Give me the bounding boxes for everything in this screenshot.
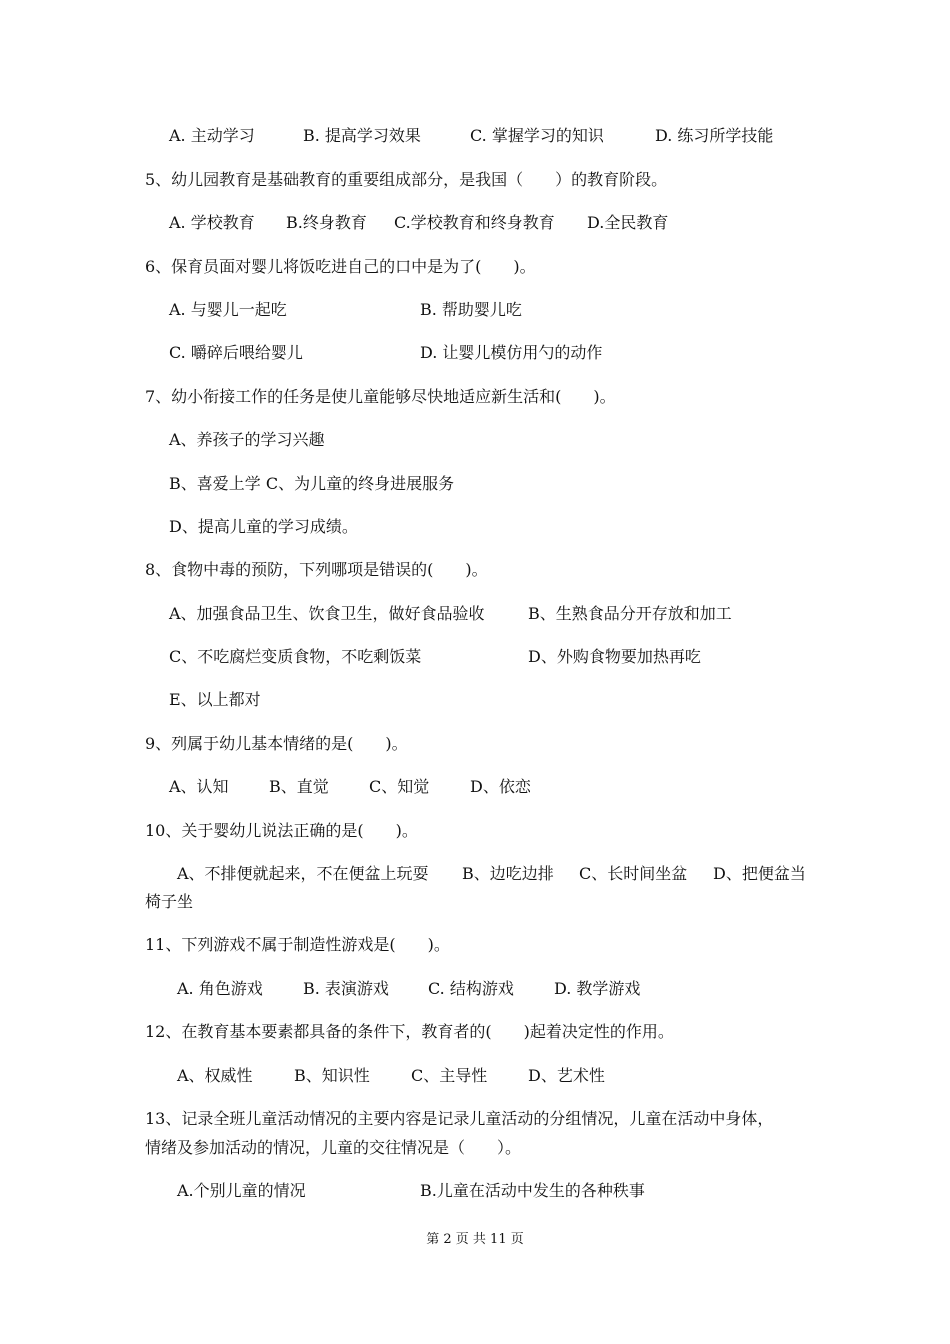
q10-option-b: B、边吃边排 [462,864,554,883]
q9-option-b: B、直觉 [269,777,329,796]
q4-option-b: B. 提高学习效果 [303,126,421,145]
q4-option-d: D. 练习所学技能 [655,126,774,145]
q8-option-e: E、以上都对 [169,690,261,709]
q8-option-b: B、生熟食品分开存放和加工 [528,604,732,623]
q6-option-c: C. 嚼碎后喂给婴儿 [169,343,303,362]
q12-option-b: B、知识性 [294,1066,370,1085]
q12-option-d: D、艺术性 [528,1066,605,1085]
q7-stem: 7、幼小衔接工作的任务是使儿童能够尽快地适应新生活和( )。 [145,387,616,406]
q5-option-b: B.终身教育 [286,213,367,232]
q10-option-c: C、长时间坐盆 [579,864,688,883]
q13-stem-line1: 13、记录全班儿童活动情况的主要内容是记录儿童活动的分组情况，儿童在活动中身体， [145,1109,774,1128]
q13-option-b: B.儿童在活动中发生的各种秩事 [420,1181,645,1200]
q12-option-c: C、主导性 [411,1066,488,1085]
q8-option-c: C、不吃腐烂变质食物，不吃剩饭菜 [169,647,422,666]
q10-option-a: A、不排便就起来，不在便盆上玩耍 [177,864,429,883]
q8-option-a: A、加强食品卫生、饮食卫生，做好食品验收 [169,604,485,623]
q13-stem-line2: 情绪及参加活动的情况，儿童的交往情况是（ ）。 [145,1138,522,1157]
q11-option-b: B. 表演游戏 [303,979,389,998]
q6-option-a: A. 与婴儿一起吃 [169,300,287,319]
q11-option-c: C. 结构游戏 [428,979,514,998]
q5-option-a: A. 学校教育 [169,213,255,232]
q7-option-d: D、提高儿童的学习成绩。 [169,517,358,536]
q5-stem: 5、幼儿园教育是基础教育的重要组成部分，是我国（ ）的教育阶段。 [145,170,668,189]
q7-option-bc: B、喜爱上学 C、为儿童的终身进展服务 [169,474,455,493]
q9-option-a: A、认知 [169,777,229,796]
q4-option-a: A. 主动学习 [169,126,255,145]
q6-stem: 6、保育员面对婴儿将饭吃进自己的口中是为了( )。 [145,257,536,276]
q10-stem: 10、关于婴幼儿说法正确的是( )。 [145,821,418,840]
q12-option-a: A、权威性 [177,1066,253,1085]
q11-option-a: A. 角色游戏 [177,979,263,998]
q5-option-c: C.学校教育和终身教育 [394,213,555,232]
q7-option-a: A、养孩子的学习兴趣 [169,430,325,449]
q11-stem: 11、下列游戏不属于制造性游戏是( )。 [145,935,450,954]
q8-stem: 8、食物中毒的预防，下列哪项是错误的( )。 [145,560,488,579]
q13-option-a: A.个别儿童的情况 [177,1181,306,1200]
q5-option-d: D.全民教育 [587,213,669,232]
q4-option-c: C. 掌握学习的知识 [470,126,604,145]
page-footer: 第 2 页 共 11 页 [426,1232,524,1247]
q9-option-d: D、依恋 [470,777,531,796]
q11-option-d: D. 教学游戏 [554,979,641,998]
q6-option-b: B. 帮助婴儿吃 [420,300,522,319]
q8-option-d: D、外购食物要加热再吃 [528,647,701,666]
q10-option-d: D、把便盆当 [713,864,806,883]
q9-option-c: C、知觉 [369,777,430,796]
q9-stem: 9、列属于幼儿基本情绪的是( )。 [145,734,408,753]
q12-stem: 12、在教育基本要素都具备的条件下，教育者的( )起着决定性的作用。 [145,1022,674,1041]
q6-option-d: D. 让婴儿模仿用勺的动作 [420,343,603,362]
q10-option-d-continuation: 椅子坐 [145,892,194,911]
